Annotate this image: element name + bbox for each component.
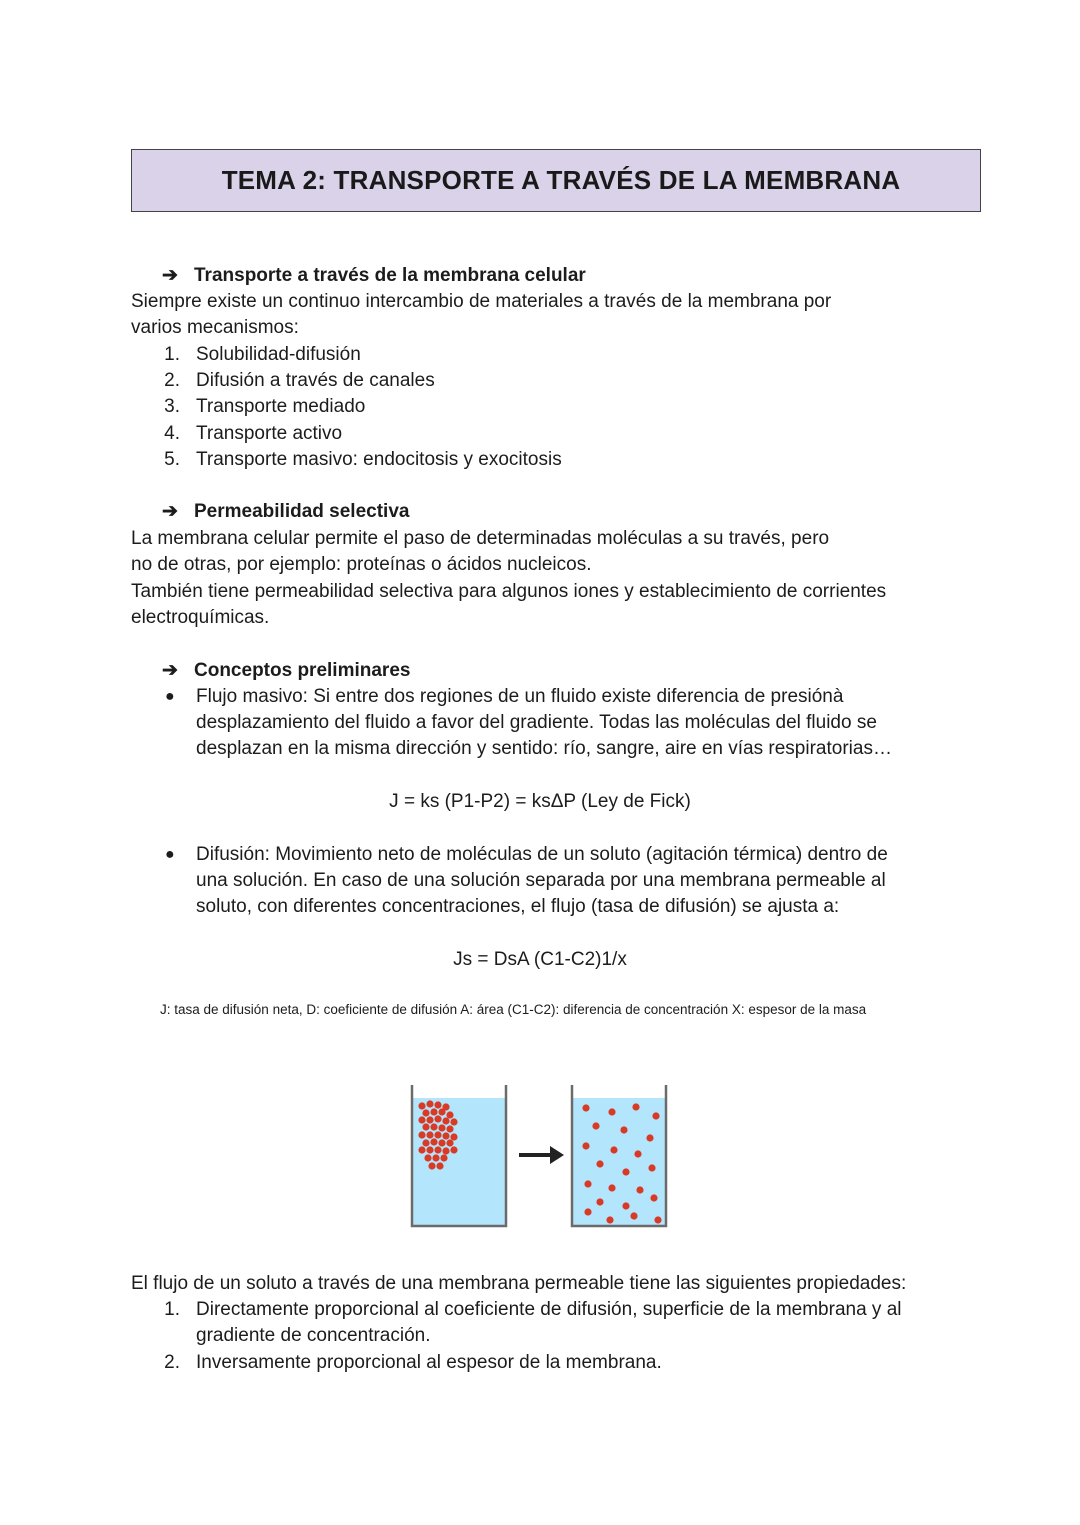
particle: [430, 1108, 437, 1115]
particle: [446, 1139, 453, 1146]
particle: [596, 1198, 603, 1205]
list-number: 1.: [164, 344, 180, 365]
bullet-line: desplazan en la misma dirección y sentido: río, sangre, aire en vías respiratorias…: [196, 738, 892, 759]
particle: [584, 1180, 591, 1187]
heading-text: Transporte a través de la membrana celular: [194, 265, 586, 286]
formula-diffusion: Js = DsA (C1-C2)1/x: [453, 949, 627, 970]
list-item: Inversamente proporcional al espesor de la membrana.: [196, 1352, 662, 1373]
particle: [436, 1162, 443, 1169]
particle: [654, 1216, 661, 1223]
particle: [434, 1101, 441, 1108]
paragraph-line: no de otras, por ejemplo: proteínas o ácidos nucleicos.: [131, 554, 592, 575]
particle: [620, 1126, 627, 1133]
section-heading-permeability: [162, 499, 409, 525]
arrow-right-icon: [519, 1146, 564, 1164]
particle: [418, 1131, 425, 1138]
particle: [610, 1146, 617, 1153]
paragraph-line: Siempre existe un continuo intercambio de materiales a través de la membrana por: [131, 291, 832, 312]
formula-legend: J: tasa de difusión neta, D: coeficiente de difusión A: área (C1-C2): diferencia de concentración X: espesor de la masa: [160, 1002, 867, 1017]
formula-fick: J = ks (P1-P2) = ksΔP (Ley de Fick): [389, 791, 691, 812]
particle: [442, 1117, 449, 1124]
particle: [608, 1184, 615, 1191]
particle: [432, 1154, 439, 1161]
particle: [592, 1122, 599, 1129]
particle: [418, 1146, 425, 1153]
particle: [422, 1123, 429, 1130]
particle: [450, 1133, 457, 1140]
particle: [606, 1216, 613, 1223]
particle: [434, 1146, 441, 1153]
paragraph-line: También tiene permeabilidad selectiva para algunos iones y establecimiento de corrientes: [131, 581, 887, 602]
list-number: 2.: [164, 1352, 180, 1373]
particle: [424, 1154, 431, 1161]
list-item: Transporte activo: [196, 423, 343, 444]
bullet-icon: ●: [165, 846, 175, 863]
particle: [440, 1154, 447, 1161]
particle: [622, 1202, 629, 1209]
particle: [636, 1186, 643, 1193]
particle: [652, 1112, 659, 1119]
list-item: Transporte masivo: endocitosis y exocitosis: [196, 449, 562, 470]
particle: [426, 1100, 433, 1107]
particle: [582, 1104, 589, 1111]
particle: [650, 1194, 657, 1201]
heading-text: Permeabilidad selectiva: [194, 501, 410, 522]
particle: [446, 1125, 453, 1132]
particle: [428, 1162, 435, 1169]
diffusion-figure: [400, 1080, 680, 1235]
paragraph-line: varios mecanismos:: [131, 317, 299, 338]
section-heading-transport: [162, 263, 586, 289]
particle: [646, 1134, 653, 1141]
particle: [608, 1108, 615, 1115]
particle: [434, 1131, 441, 1138]
arrow-right-icon: ➔: [162, 501, 178, 522]
particle: [584, 1208, 591, 1215]
bullet-line: soluto, con diferentes concentraciones, el flujo (tasa de difusión) se ajusta a:: [196, 896, 840, 917]
list-number: 5.: [164, 449, 180, 470]
particle: [430, 1123, 437, 1130]
particle: [438, 1139, 445, 1146]
particle: [418, 1116, 425, 1123]
list-item: Difusión a través de canales: [196, 370, 435, 391]
particle: [630, 1212, 637, 1219]
page-title: TEMA 2: TRANSPORTE A TRAVÉS DE LA MEMBRANA: [221, 165, 901, 195]
list-number: 3.: [164, 396, 180, 417]
paragraph-line: electroquímicas.: [131, 607, 270, 628]
particle: [634, 1150, 641, 1157]
particle: [582, 1142, 589, 1149]
section-heading-concepts: [162, 658, 410, 684]
particle: [442, 1147, 449, 1154]
bullet-line: una solución. En caso de una solución separada por una membrana permeable al: [196, 870, 886, 891]
list-number: 4.: [164, 423, 180, 444]
bullet-line: Flujo masivo: Si entre dos regiones de un fluido existe diferencia de presiónà: [196, 686, 844, 707]
particle: [426, 1131, 433, 1138]
particle: [426, 1116, 433, 1123]
particle: [422, 1109, 429, 1116]
particle: [450, 1118, 457, 1125]
heading-text: Conceptos preliminares: [194, 660, 411, 681]
particle: [434, 1115, 441, 1122]
paragraph-line: El flujo de un soluto a través de una membrana permeable tiene las siguientes propiedades:: [131, 1273, 907, 1294]
bullet-line: desplazamiento del fluido a favor del gradiente. Todas las moléculas del fluido se: [196, 712, 877, 733]
particle: [422, 1139, 429, 1146]
particle: [622, 1168, 629, 1175]
list-item: Directamente proporcional al coeficiente de difusión, superficie de la membrana y al: [196, 1299, 902, 1320]
arrow-right-icon: ➔: [162, 660, 178, 681]
particle: [418, 1102, 425, 1109]
particle: [632, 1103, 639, 1110]
right-beaker-water: [572, 1098, 666, 1226]
list-item: Solubilidad-difusión: [196, 344, 361, 365]
paragraph-line: La membrana celular permite el paso de determinadas moléculas a su través, pero: [131, 528, 830, 549]
particle: [438, 1124, 445, 1131]
particle: [438, 1108, 445, 1115]
particle: [450, 1146, 457, 1153]
title-box: [131, 149, 981, 212]
list-number: 1.: [164, 1299, 180, 1320]
particle: [426, 1146, 433, 1153]
particle: [648, 1164, 655, 1171]
arrow-right-icon: ➔: [162, 265, 178, 286]
bullet-line: Difusión: Movimiento neto de moléculas de un soluto (agitación térmica) dentro de: [196, 844, 888, 865]
bullet-icon: ●: [165, 688, 175, 705]
left-beaker-water: [412, 1098, 506, 1226]
list-item: gradiente de concentración.: [196, 1325, 431, 1346]
particle: [446, 1111, 453, 1118]
particle: [596, 1160, 603, 1167]
list-item: Transporte mediado: [196, 396, 366, 417]
particle: [430, 1138, 437, 1145]
particle: [442, 1132, 449, 1139]
list-number: 2.: [164, 370, 180, 391]
